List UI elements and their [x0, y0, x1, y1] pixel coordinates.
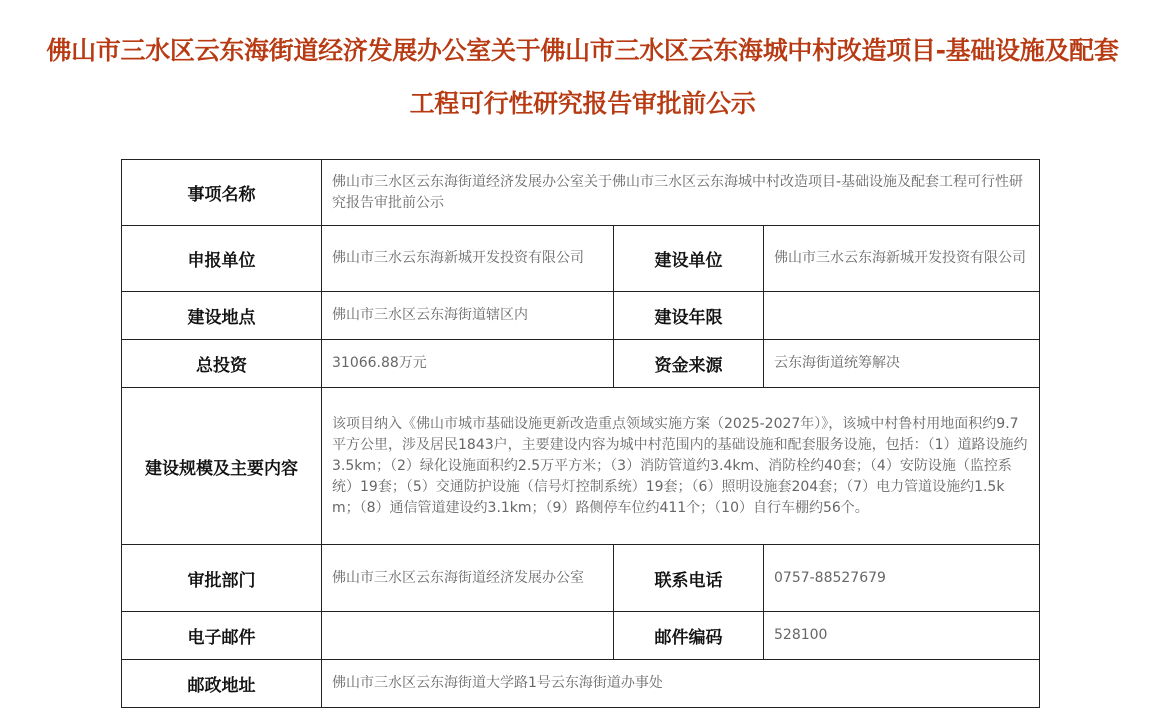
- page-title-line-1: 佛山市三水区云东海街道经济发展办公室关于佛山市三水区云东海城中村改造项目-基础设施及配套: [46, 36, 1119, 65]
- label-funding: 资金来源: [614, 340, 764, 388]
- label-email: 电子邮件: [122, 612, 322, 660]
- value-investment-text: 31066.88万元: [332, 355, 427, 371]
- label-approval-dept: 审批部门: [122, 545, 322, 612]
- table-row-item-name: [122, 160, 1040, 226]
- label-period: 建设年限: [614, 292, 764, 340]
- label-investment: 总投资: [122, 340, 322, 388]
- value-location-text: 佛山市三水区云东海街道辖区内: [332, 307, 528, 323]
- value-location: [322, 292, 614, 340]
- value-postcode-text: 528100: [774, 627, 828, 643]
- value-builder-text: 佛山市三水云东海新城开发投资有限公司: [774, 250, 1026, 266]
- label-item-name: 事项名称: [122, 160, 322, 226]
- page-title-line-2: 工程可行性研究报告审批前公示: [409, 89, 756, 118]
- value-phone: [764, 545, 1040, 612]
- value-phone-text: 0757-88527679: [774, 569, 886, 586]
- publicity-info-table: [121, 159, 1040, 708]
- label-address: 邮政地址: [122, 660, 322, 708]
- label-scale: 建设规模及主要内容: [122, 388, 322, 545]
- table-row-scale: [122, 388, 1040, 545]
- value-investment: [322, 340, 614, 388]
- value-approval-dept-text: 佛山市三水区云东海街道经济发展办公室: [332, 569, 584, 586]
- value-approval-dept: [322, 545, 614, 612]
- value-email: [322, 612, 614, 660]
- table-row-address: [122, 660, 1040, 708]
- value-scale: [322, 388, 1040, 545]
- label-postcode: 邮件编码: [614, 612, 764, 660]
- value-address: [322, 660, 1040, 708]
- label-applicant: 申报单位: [122, 226, 322, 292]
- value-applicant-text: 佛山市三水云东海新城开发投资有限公司: [332, 250, 584, 266]
- table-row-approval-dept: [122, 545, 1040, 612]
- table-row-email: [122, 612, 1040, 660]
- table-row-investment: [122, 340, 1040, 388]
- label-builder: 建设单位: [614, 226, 764, 292]
- value-item-name: [322, 160, 1040, 226]
- value-address-text: 佛山市三水区云东海街道大学路1号云东海街道办事处: [332, 675, 663, 691]
- value-scale-text: 该项目纳入《佛山市城市基础设施更新改造重点领域实施方案（2025-2027年）》，该城中村鲁村用地面积约9.7平方公里，涉及居民1843户，主要建设内容为城中村范围内的基础设施和配套服务设施，包括：（1）道路设施约3.5km；（2）绿化设施面积约2.5万平方米；（3）消防管道约3.4km、消防栓约40套；（4）安防设施（监控系统）19套；（5）交通防护设施（信号灯控制系统）19套；（6）照明设施套204套；（7）电力管道设施约1.5km；（8）通信管道建设约3.1km；（9）路侧停车位约411个；（10）自行车棚约56个。: [332, 415, 1028, 516]
- value-applicant: [322, 226, 614, 292]
- value-period: [764, 292, 1040, 340]
- value-builder: [764, 226, 1040, 292]
- value-postcode: [764, 612, 1040, 660]
- value-funding: [764, 340, 1040, 388]
- label-phone: 联系电话: [614, 545, 764, 612]
- table-row-applicant: [122, 226, 1040, 292]
- table-row-location: [122, 292, 1040, 340]
- value-funding-text: 云东海街道统筹解决: [774, 355, 900, 371]
- label-location: 建设地点: [122, 292, 322, 340]
- value-item-name-text: 佛山市三水区云东海街道经济发展办公室关于佛山市三水区云东海城中村改造项目-基础设施及配套工程可行性研究报告审批前公示: [332, 173, 1024, 211]
- page-title: [0, 24, 1165, 130]
